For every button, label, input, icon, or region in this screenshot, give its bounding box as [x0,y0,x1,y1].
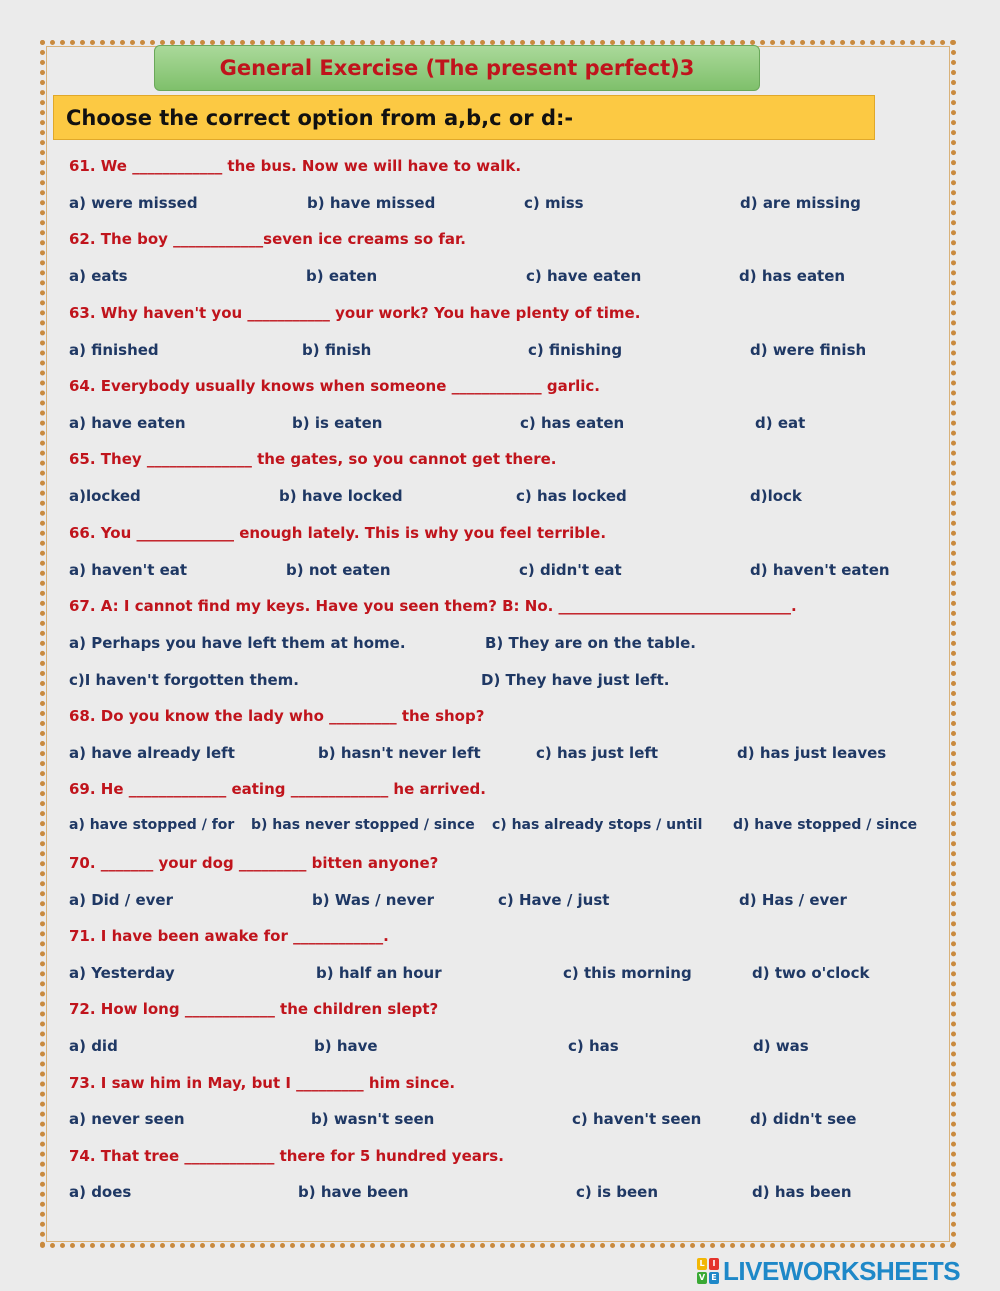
question-61: 61. We ____________ the bus. Now we will have to walk. [69,157,522,175]
option-63-c[interactable]: c) finishing [528,341,623,359]
option-69-a[interactable]: a) have stopped / for [69,817,235,833]
logo-block-i: I [709,1258,719,1270]
question-70: 70. _______ your dog _________ bitten anyone? [69,854,439,872]
option-64-c[interactable]: c) has eaten [520,414,625,432]
question-74: 74. That tree ____________ there for 5 hundred years. [69,1147,504,1165]
option-68-d[interactable]: d) has just leaves [737,744,887,762]
question-69: 69. He _____________ eating _____________ he arrived. [69,780,486,798]
question-72: 72. How long ____________ the children slept? [69,1000,439,1018]
option-63-d[interactable]: d) were finish [750,341,867,359]
logo-block-l: L [697,1258,707,1270]
option-65-a[interactable]: a)locked [69,487,141,505]
logo-block-v: V [698,1273,706,1282]
option-71-c[interactable]: c) this morning [563,964,692,982]
option-65-c[interactable]: c) has locked [516,487,627,505]
option-66-d[interactable]: d) haven't eaten [750,561,890,579]
option-68-c[interactable]: c) has just left [536,744,659,762]
option-74-c[interactable]: c) is been [576,1183,659,1201]
option-70-c[interactable]: c) Have / just [498,891,610,909]
option-66-c[interactable]: c) didn't eat [519,561,622,579]
option-68-b[interactable]: b) hasn't never left [318,744,481,762]
option-63-a[interactable]: a) finished [69,341,159,359]
question-73: 73. I saw him in May, but I _________ him since. [69,1074,456,1092]
instruction-banner [53,95,875,140]
option-63-b[interactable]: b) finish [302,341,372,359]
option-72-b[interactable]: b) have [314,1037,378,1055]
question-66: 66. You _____________ enough lately. This is why you feel terrible. [69,524,607,542]
option-71-d[interactable]: d) two o'clock [752,964,870,982]
logo-text: LIVEWORKSHEETS [723,1255,961,1286]
question-65: 65. They ______________ the gates, so you cannot get there. [69,450,557,468]
option-74-a[interactable]: a) does [69,1183,132,1201]
option-71-a[interactable]: a) Yesterday [69,964,175,982]
option-64-b[interactable]: b) is eaten [292,414,383,432]
option-62-c[interactable]: c) have eaten [526,267,642,285]
liveworksheets-logo[interactable] [697,1257,997,1285]
instruction-text: Choose the correct option from a,b,c or d:- [66,105,574,130]
question-68: 68. Do you know the lady who _________ the shop? [69,707,485,725]
option-69-c[interactable]: c) has already stops / until [492,817,703,833]
option-62-a[interactable]: a) eats [69,267,128,285]
question-71: 71. I have been awake for ____________. [69,927,389,945]
option-72-c[interactable]: c) has [568,1037,619,1055]
option-72-d[interactable]: d) was [753,1037,809,1055]
option-70-d[interactable]: d) Has / ever [739,891,847,909]
option-64-a[interactable]: a) have eaten [69,414,186,432]
question-64: 64. Everybody usually knows when someone ____________ garlic. [69,377,600,395]
option-62-d[interactable]: d) has eaten [739,267,846,285]
option-73-c[interactable]: c) haven't seen [572,1110,702,1128]
question-67: 67. A: I cannot find my keys. Have you seen them? B: No. _______________________________. [69,597,797,615]
option-67-d[interactable]: D) They have just left. [481,671,670,689]
option-61-d[interactable]: d) are missing [740,194,861,212]
option-70-b[interactable]: b) Was / never [312,891,434,909]
option-67-a[interactable]: a) Perhaps you have left them at home. [69,634,406,652]
option-74-d[interactable]: d) has been [752,1183,852,1201]
option-66-b[interactable]: b) not eaten [286,561,391,579]
option-67-b[interactable]: B) They are on the table. [485,634,697,652]
option-71-b[interactable]: b) half an hour [316,964,442,982]
option-66-a[interactable]: a) haven't eat [69,561,188,579]
option-65-b[interactable]: b) have locked [279,487,403,505]
logo-blocks-icon [697,1258,719,1284]
page-title-text: General Exercise (The present perfect)3 [219,56,695,80]
question-62: 62. The boy ____________seven ice creams so far. [69,230,466,248]
option-73-a[interactable]: a) never seen [69,1110,185,1128]
option-74-b[interactable]: b) have been [298,1183,409,1201]
option-67-c[interactable]: c)I haven't forgotten them. [69,671,300,689]
option-61-b[interactable]: b) have missed [307,194,436,212]
option-68-a[interactable]: a) have already left [69,744,235,762]
option-69-b[interactable]: b) has never stopped / since [251,817,475,833]
option-69-d[interactable]: d) have stopped / since [733,817,918,833]
option-62-b[interactable]: b) eaten [306,267,378,285]
option-73-b[interactable]: b) wasn't seen [311,1110,435,1128]
option-73-d[interactable]: d) didn't see [750,1110,857,1128]
option-61-a[interactable]: a) were missed [69,194,198,212]
option-65-d[interactable]: d)lock [750,487,802,505]
question-63: 63. Why haven't you ___________ your work? You have plenty of time. [69,304,641,322]
option-70-a[interactable]: a) Did / ever [69,891,173,909]
option-72-a[interactable]: a) did [69,1037,118,1055]
option-64-d[interactable]: d) eat [755,414,806,432]
logo-block-e: E [709,1272,719,1284]
page-title [154,45,760,91]
option-61-c[interactable]: c) miss [524,194,584,212]
